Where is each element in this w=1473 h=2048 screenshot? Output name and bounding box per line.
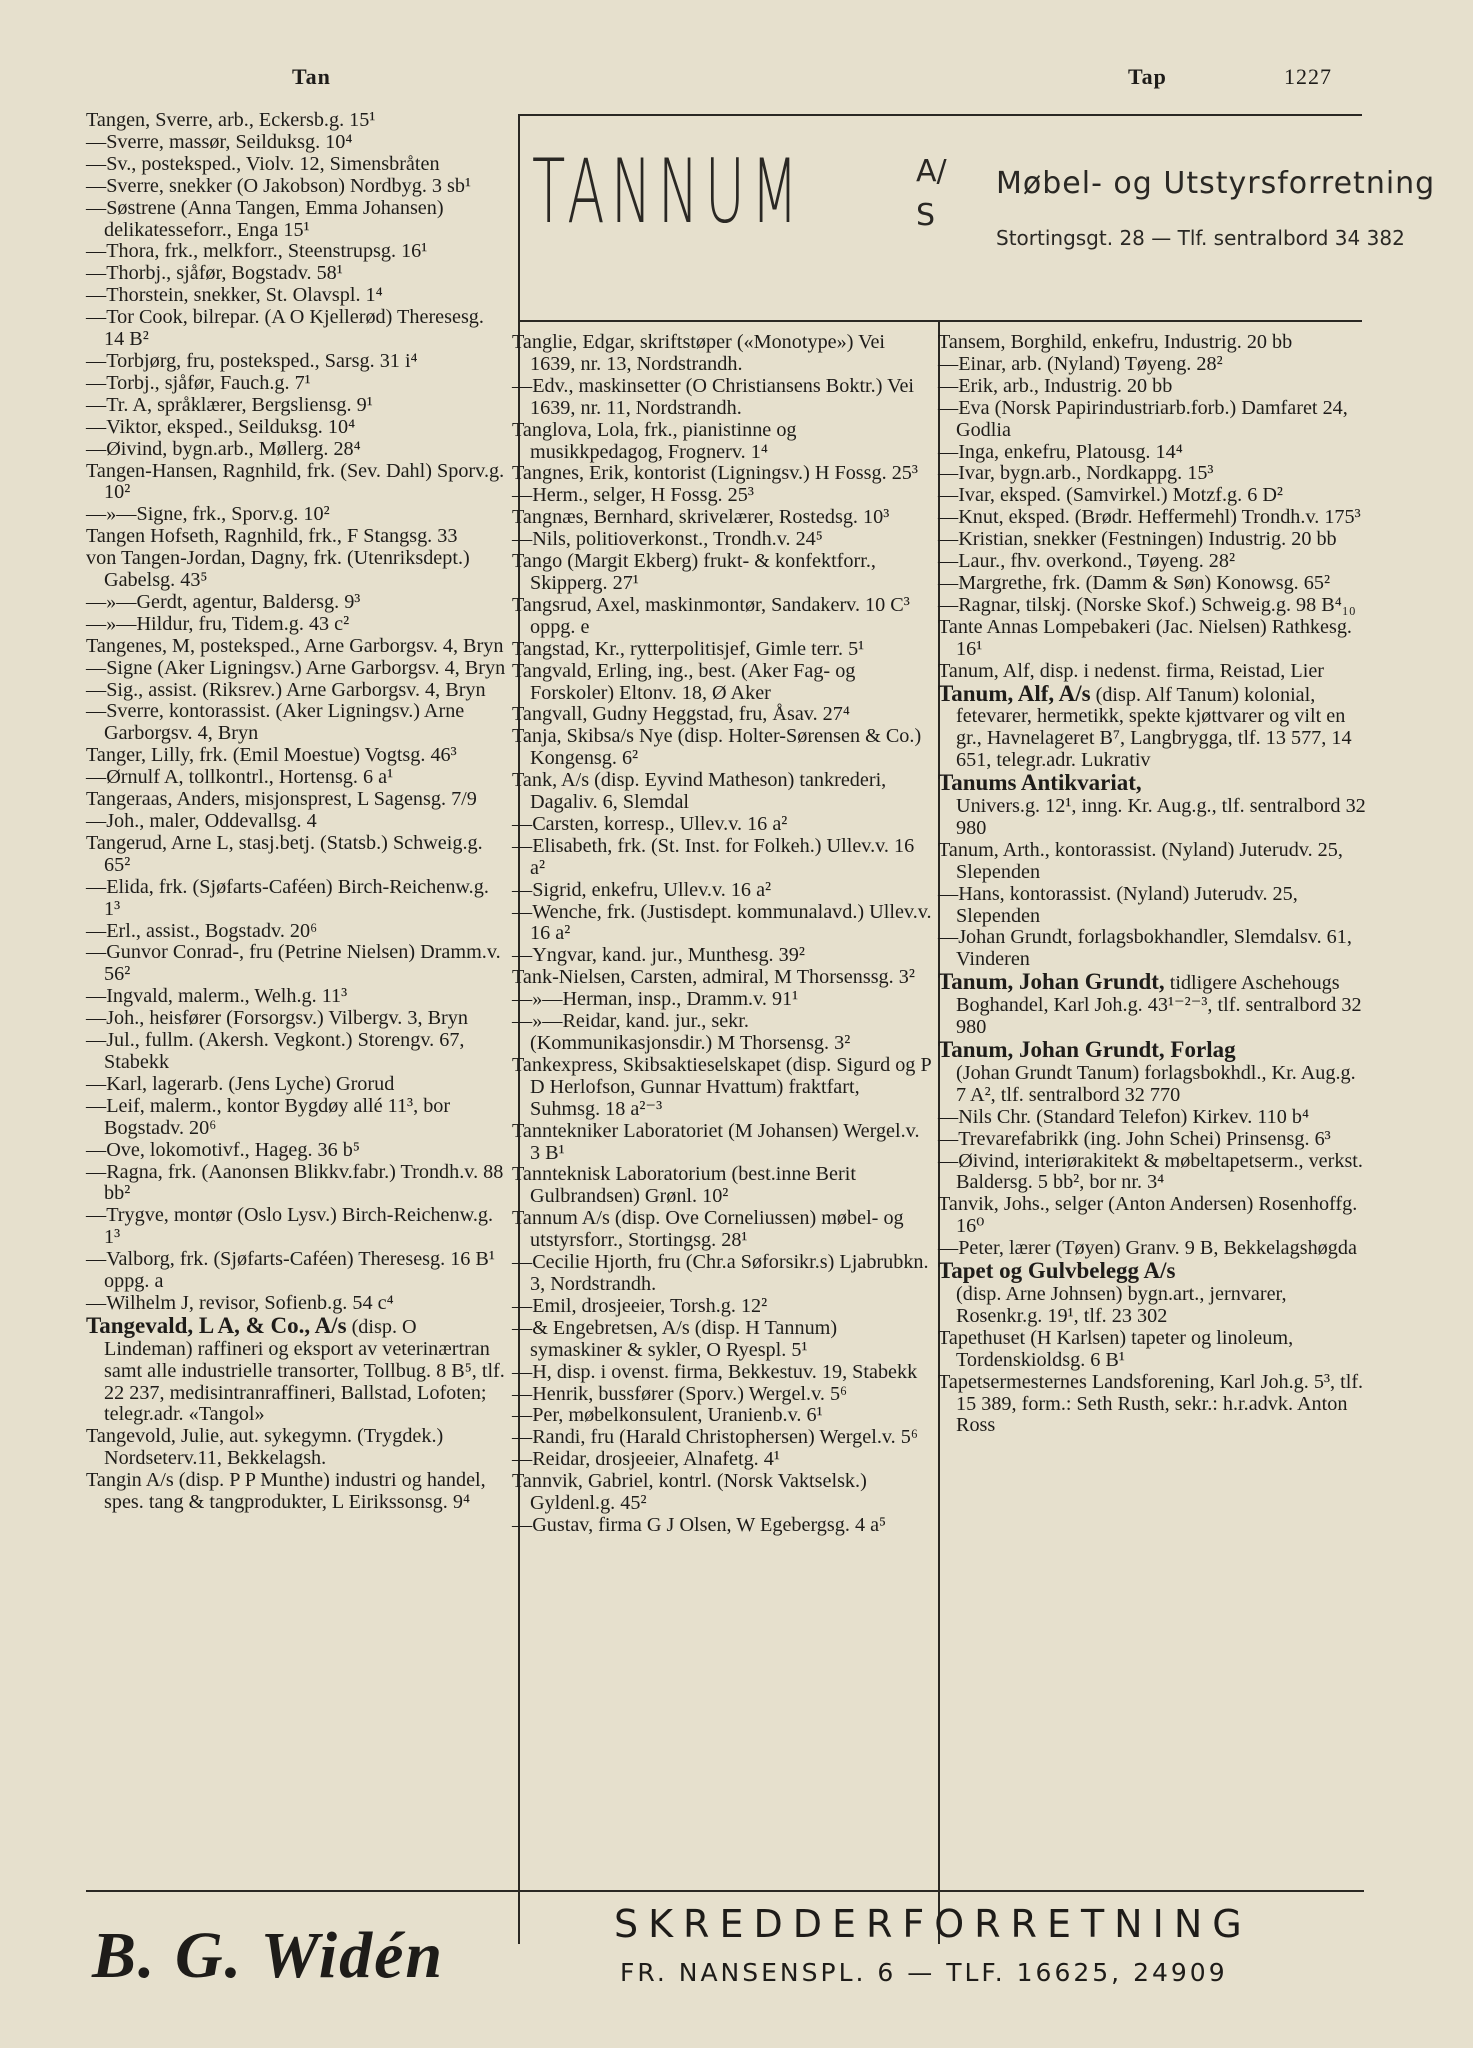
directory-entry: —Sverre, kontorassist. (Aker Ligningsv.) Arne Garborgsv. 4, Bryn — [86, 700, 465, 745]
directory-entry: von Tangen-Jordan, Dagny, frk. (Utenriksdept.) Gabelsg. 43⁵ — [86, 547, 470, 592]
directory-entry: —Erik, arb., Industrig. 20 bb — [938, 374, 1173, 397]
directory-entry: —Cecilie Hjorth, fru (Chr.a Søforsikr.s) Ljabrubkn. 3, Nordstrandh. — [512, 1251, 929, 1295]
directory-entry: —Ragna, frk. (Aanonsen Blikkv.fabr.) Trondh.v. 88 bb² — [86, 1160, 504, 1205]
directory-entry: —Torbjørg, fru, posteksped., Sarsg. 31 i⁴ — [86, 349, 418, 372]
directory-entry: —Thorstein, snekker, St. Olavspl. 1⁴ — [86, 284, 383, 307]
directory-entry: —Yngvar, kand. jur., Munthesg. 39² — [512, 944, 805, 967]
directory-entry: Tapetsermesternes Landsforening, Karl Joh.g. 5³, tlf. 15 389, form.: Seth Rusth, sekr.: h.r.advk. Anton Ross — [938, 1370, 1364, 1437]
directory-entry: —Elida, frk. (Sjøfarts-Caféen) Birch-Reichenw.g. 1³ — [86, 875, 489, 920]
directory-entry: —Reidar, drosjeeier, Alnafetg. 4¹ — [512, 1448, 780, 1471]
directory-entry: —»—Hildur, fru, Tidem.g. 43 c² — [86, 612, 350, 635]
directory-entry: Tangvall, Gudny Heggstad, fru, Åsav. 27⁴ — [512, 703, 850, 726]
widen-address: FR. NANSENSPL. 6 — TLF. 16625, 24909 — [620, 1958, 1228, 1987]
directory-entry: —»—Signe, frk., Sporv.g. 10² — [86, 503, 330, 526]
footer-ad-rule — [86, 1890, 1364, 1892]
directory-entry: —Karl, lagerarb. (Jens Lyche) Grorud — [86, 1072, 395, 1095]
directory-entry: —Sverre, massør, Seilduksg. 10⁴ — [86, 130, 353, 153]
directory-entry: —Peter, lærer (Tøyen) Granv. 9 B, Bekkelagshøgda — [938, 1237, 1357, 1260]
directory-entry: —Ivar, bygn.arb., Nordkappg. 15³ — [938, 462, 1214, 485]
directory-entry: Tankexpress, Skibsaktieselskapet (disp. Sigurd og P D Herlofson, Gunnar Hvattum) fraktfart, Suhmsg. 18 a²⁻³ — [512, 1053, 931, 1120]
directory-entry: Tangen Hofseth, Ragnhild, frk., F Stangsg. 33 — [86, 525, 458, 548]
directory-entry: Tangin A/s (disp. P P Munthe) industri og handel, spes. tang & tangprodukter, L Eirikssonsg. 9⁴ — [86, 1469, 486, 1514]
directory-entry: —»—Reidar, kand. jur., sekr. (Kommunikasjonsdir.) M Thorsensg. 3² — [512, 1010, 851, 1054]
directory-entry: —Wilhelm J, revisor, Sofienb.g. 54 c⁴ — [86, 1291, 394, 1314]
directory-entry: —Signe (Aker Ligningsv.) Arne Garborgsv. 4, Bryn — [86, 656, 506, 679]
directory-entry: —»—Herman, insp., Dramm.v. 91¹ — [512, 988, 799, 1011]
directory-entry: Tangvald, Erling, ing., best. (Aker Fag- og Forskoler) Eltonv. 18, Ø Aker — [512, 659, 856, 704]
directory-entry-bold — [938, 1260, 1366, 1328]
directory-entry: Tante Annas Lompebakeri (Jac. Nielsen) Rathkesg. 16¹ — [938, 615, 1352, 660]
header-center: Tap — [1128, 64, 1167, 89]
entry-name: Tangevald, L A, & Co., A/s — [86, 1312, 347, 1338]
directory-entry: —Carsten, korresp., Ullev.v. 16 a² — [512, 812, 788, 835]
directory-entry: —Emil, drosjeeier, Torsh.g. 12² — [512, 1294, 768, 1317]
directory-entry: —Sv., posteksped., Violv. 12, Simensbråten — [86, 152, 440, 175]
directory-entry: Tangeraas, Anders, misjonsprest, L Sagensg. 7/9 — [86, 788, 477, 811]
directory-entry: —Ragnar, tilskj. (Norske Skof.) Schweig.g. 98 B⁴₁₀ — [938, 593, 1356, 616]
directory-entry: —Hans, kontorassist. (Nyland) Juterudv. 25, Slependen — [938, 882, 1298, 927]
directory-entry: Tangnes, Erik, kontorist (Ligningsv.) H Fossg. 25³ — [512, 462, 918, 485]
directory-entry: —Margrethe, frk. (Damm & Søn) Konowsg. 65² — [938, 571, 1330, 594]
directory-entry: —Gunvor Conrad-, fru (Petrine Nielsen) Dramm.v. 56² — [86, 941, 501, 986]
directory-entry: Tango (Margit Ekberg) frukt- & konfektforr., Skipperg. 27¹ — [512, 550, 876, 594]
directory-entry: Tannteknisk Laboratorium (best.inne Berit Gulbrandsen) Grønl. 10² — [512, 1163, 856, 1208]
directory-entry: Tangstad, Kr., rytterpolitisjef, Gimle terr. 5¹ — [512, 637, 865, 660]
directory-entry: Tanglie, Edgar, skriftstøper («Monotype») Vei 1639, nr. 13, Nordstrandh. — [512, 331, 886, 375]
directory-entry: Tanvik, Johs., selger (Anton Andersen) Rosenhoffg. 16⁰ — [938, 1193, 1358, 1238]
column-3 — [938, 332, 1366, 1437]
directory-entry: Tannvik, Gabriel, kontrl. (Norsk Vaktselsk.) Gyldenl.g. 45² — [512, 1470, 867, 1515]
directory-entry: —Per, møbelkonsulent, Uranienb.v. 6¹ — [512, 1404, 823, 1427]
directory-entry: —Erl., assist., Bogstadv. 20⁶ — [86, 919, 318, 942]
directory-entry: —Ove, lokomotivf., Hageg. 36 b⁵ — [86, 1138, 360, 1161]
directory-entry: —Ørnulf A, tollkontrl., Hortensg. 6 a¹ — [86, 766, 394, 789]
entry-details: (disp. Arne Johnsen) bygn.art., jernvarer, Rosenkr.g. 19¹, tlf. 23 302 — [956, 1282, 1287, 1327]
tannum-tagline: Møbel- og Utstyrsforretning — [996, 166, 1436, 201]
entry-details: tidligere Aschehougs Boghandel, Karl Joh.g. 43¹⁻²⁻³, tlf. sentralbord 32 980 — [956, 972, 1362, 1039]
directory-entry: Tansem, Borghild, enkefru, Industrig. 20 bb — [938, 331, 1293, 353]
entry-name: Tapet og Gulvbelegg A/s — [938, 1258, 1176, 1284]
directory-entry: —»—Gerdt, agentur, Baldersg. 9³ — [86, 590, 361, 613]
directory-entry: Tangsrud, Axel, maskinmontør, Sandakerv. 10 C³ oppg. e — [512, 593, 910, 638]
directory-entry: Tanja, Skibsa/s Nye (disp. Holter-Sørensen & Co.) Kongensg. 6² — [512, 725, 922, 770]
entry-name: Tanum, Alf, A/s — [938, 680, 1091, 706]
directory-entry: —Sig., assist. (Riksrev.) Arne Garborgsv. 4, Bryn — [86, 678, 486, 701]
column-2 — [512, 332, 932, 1537]
directory-entry: —Wenche, frk. (Justisdept. kommunalavd.) Ullev.v. 16 a² — [512, 900, 932, 945]
directory-entry: —Valborg, frk. (Sjøfarts-Caféen) Theresesg. 16 B¹ oppg. a — [86, 1248, 495, 1293]
directory-entry: Tangenes, M, posteksped., Arne Garborgsv. 4, Bryn — [86, 634, 504, 657]
directory-entry: —Knut, eksped. (Brødr. Heffermehl) Trondh.v. 175³ — [938, 506, 1361, 529]
directory-entry: Tapethuset (H Karlsen) tapeter og linoleum, Tordenskioldsg. 6 B¹ — [938, 1326, 1294, 1371]
directory-entry: Tangen-Hansen, Ragnhild, frk. (Sev. Dahl) Sporv.g. 10² — [86, 459, 505, 504]
entry-details: (disp. Alf Tanum) kolonial, fetevarer, hermetikk, spekte kjøttvarer og vilt en gr., Havnelageret B⁷, Langbrygga, tlf. 13 577, 14 651, telegr.adr. Lukrativ — [956, 683, 1352, 772]
directory-entry: —Jul., fullm. (Akersh. Vegkont.) Storengv. 67, Stabekk — [86, 1029, 465, 1073]
directory-entry-bold — [938, 1039, 1366, 1107]
entry-details: Univers.g. 12¹, inng. Kr. Aug.g., tlf. sentralbord 32 980 — [956, 795, 1366, 839]
tannum-address: Stortingsgt. 28 — Tlf. sentralbord 34 382 — [996, 226, 1405, 250]
widen-logo: B. G. Widén — [92, 1919, 445, 1992]
entry-name: Tanums Antikvariat, — [938, 770, 1142, 796]
directory-entry: —Søstrene (Anna Tangen, Emma Johansen) delikatesseforr., Enga 15¹ — [86, 196, 444, 241]
tannum-logo: TANNUM — [532, 140, 805, 243]
widen-business: SKREDDERFORRETNING — [614, 1902, 1252, 1946]
directory-entry: Tangen, Sverre, arb., Eckersb.g. 15¹ — [86, 109, 376, 131]
directory-entry: —Randi, fru (Harald Christophersen) Wergel.v. 5⁶ — [512, 1426, 918, 1449]
directory-entry: —Ingvald, malerm., Welh.g. 11³ — [86, 985, 348, 1008]
directory-entry: —H, disp. i ovenst. firma, Bekkestuv. 19, Stabekk — [512, 1360, 918, 1383]
directory-entry: Tannum A/s (disp. Ove Corneliussen) møbel- og utstyrsforr., Stortingsg. 28¹ — [512, 1207, 904, 1252]
directory-entry: —Trevarefabrikk (ing. John Schei) Prinsensg. 6³ — [938, 1127, 1331, 1150]
directory-entry: —Eva (Norsk Papirindustriarb.forb.) Damfaret 24, Godlia — [938, 396, 1348, 441]
directory-entry-bold — [938, 680, 1366, 773]
directory-entry: —Nils, politioverkonst., Trondh.v. 24⁵ — [512, 528, 823, 551]
directory-entry: Tank, A/s (disp. Eyvind Matheson) tankrederi, Dagaliv. 6, Slemdal — [512, 769, 887, 814]
directory-entry: Tanntekniker Laboratoriet (M Johansen) Wergel.v. 3 B¹ — [512, 1119, 920, 1164]
directory-entry: —Gustav, firma G J Olsen, W Egebergsg. 4 a⁵ — [512, 1513, 887, 1536]
ad-bottom-rule — [520, 320, 1362, 322]
directory-entry: —Nils Chr. (Standard Telefon) Kirkev. 110 b⁴ — [938, 1105, 1309, 1128]
directory-entry: —Joh., heisfører (Forsorgsv.) Vilbergv. 3, Bryn — [86, 1007, 468, 1030]
directory-entry: —Edv., maskinsetter (O Christiansens Boktr.) Vei 1639, nr. 11, Nordstrandh. — [512, 374, 915, 419]
directory-entry: —Viktor, eksped., Seilduksg. 10⁴ — [86, 415, 356, 438]
directory-entry-bold — [86, 1312, 508, 1427]
directory-entry: —Thora, frk., melkforr., Steenstrupsg. 16¹ — [86, 240, 428, 263]
entry-name: Tanum, Johan Grundt, — [938, 969, 1165, 995]
directory-entry: —Einar, arb. (Nyland) Tøyeng. 28² — [938, 352, 1223, 375]
directory-entry: —Herm., selger, H Fossg. 25³ — [512, 484, 754, 507]
ad-top-rule — [520, 114, 1362, 116]
directory-entry: Tangnæs, Bernhard, skrivelærer, Rostedsg. 10³ — [512, 506, 890, 529]
directory-entry: —Øivind, bygn.arb., Møllerg. 28⁴ — [86, 437, 361, 460]
directory-entry: Tanum, Alf, disp. i nedenst. firma, Reistad, Lier — [938, 659, 1324, 682]
entry-details: (disp. O Lindeman) raffineri og eksport av veterinærtran samt alle industrielle transorter, Tollbug. 8 B⁵, tlf. 22 237, medisintranraffineri, Ballstad, Lofoten; telegr.adr. «Tangol» — [104, 1315, 505, 1426]
directory-entry: —Henrik, bussfører (Sporv.) Wergel.v. 5⁶ — [512, 1382, 848, 1405]
column-1 — [86, 110, 508, 1514]
directory-entry-bold — [938, 772, 1366, 840]
directory-entry: —Sverre, snekker (O Jakobson) Nordbyg. 3 sb¹ — [86, 174, 472, 197]
directory-entry: —Leif, malerm., kontor Bygdøy allé 11³, bor Bogstadv. 20⁶ — [86, 1094, 451, 1139]
directory-entry: —Sigrid, enkefru, Ullev.v. 16 a² — [512, 878, 772, 901]
directory-entry: —Kristian, snekker (Festningen) Industrig. 20 bb — [938, 528, 1337, 551]
directory-entry: Tanum, Arth., kontorassist. (Nyland) Juterudv. 25, Slependen — [938, 838, 1343, 883]
directory-entry: —Johan Grundt, forlagsbokhandler, Slemdalsv. 61, Vinderen — [938, 926, 1352, 971]
directory-entry: —Øivind, interiørakitekt & møbeltapetserm., verkst. Baldersg. 5 bb², bor nr. 3⁴ — [938, 1149, 1363, 1194]
page-number: 1227 — [1284, 64, 1332, 89]
directory-entry: —Inga, enkefru, Platousg. 14⁴ — [938, 440, 1183, 463]
directory-entry-bold — [938, 971, 1366, 1039]
tannum-logo-suffix: A/S — [916, 154, 947, 233]
directory-entry: —Tr. A, språklærer, Bergsliensg. 9¹ — [86, 393, 373, 416]
directory-entry: —Torbj., sjåfør, Fauch.g. 7¹ — [86, 371, 311, 394]
directory-entry: —& Engebretsen, A/s (disp. H Tannum) symaskiner & sykler, O Ryespl. 5¹ — [512, 1316, 838, 1361]
header-left: Tan — [292, 64, 331, 89]
directory-entry: Tank-Nielsen, Carsten, admiral, M Thorsenssg. 3² — [512, 966, 915, 989]
directory-entry: —Ivar, eksped. (Samvirkel.) Motzf.g. 6 D² — [938, 484, 1283, 507]
directory-entry: —Laur., fhv. overkond., Tøyeng. 28² — [938, 550, 1236, 573]
entry-details: (Johan Grundt Tanum) forlagsbokhdl., Kr. Aug.g. 7 A², tlf. sentralbord 32 770 — [956, 1061, 1356, 1106]
directory-entry: Tangerud, Arne L, stasj.betj. (Statsb.) Schweig.g. 65² — [86, 831, 483, 876]
directory-entry: Tanger, Lilly, frk. (Emil Moestue) Vogtsg. 46³ — [86, 744, 457, 767]
directory-entry: —Tor Cook, bilrepar. (A O Kjellerød) Theresesg. 14 B² — [86, 306, 484, 351]
directory-entry: Tangevold, Julie, aut. sykegymn. (Trygdek.) Nordseterv.11, Bekkelagsh. — [86, 1425, 444, 1470]
directory-entry: —Joh., maler, Oddevallsg. 4 — [86, 810, 317, 832]
directory-entry: —Elisabeth, frk. (St. Inst. for Folkeh.) Ullev.v. 16 a² — [512, 834, 915, 879]
entry-name: Tanum, Johan Grundt, Forlag — [938, 1037, 1236, 1062]
directory-entry: —Trygve, montør (Oslo Lysv.) Birch-Reichenw.g. 1³ — [86, 1204, 494, 1249]
directory-entry: Tanglova, Lola, frk., pianistinne og musikkpedagog, Frognerv. 1⁴ — [512, 418, 797, 463]
directory-entry: —Thorbj., sjåfør, Bogstadv. 58¹ — [86, 262, 343, 285]
